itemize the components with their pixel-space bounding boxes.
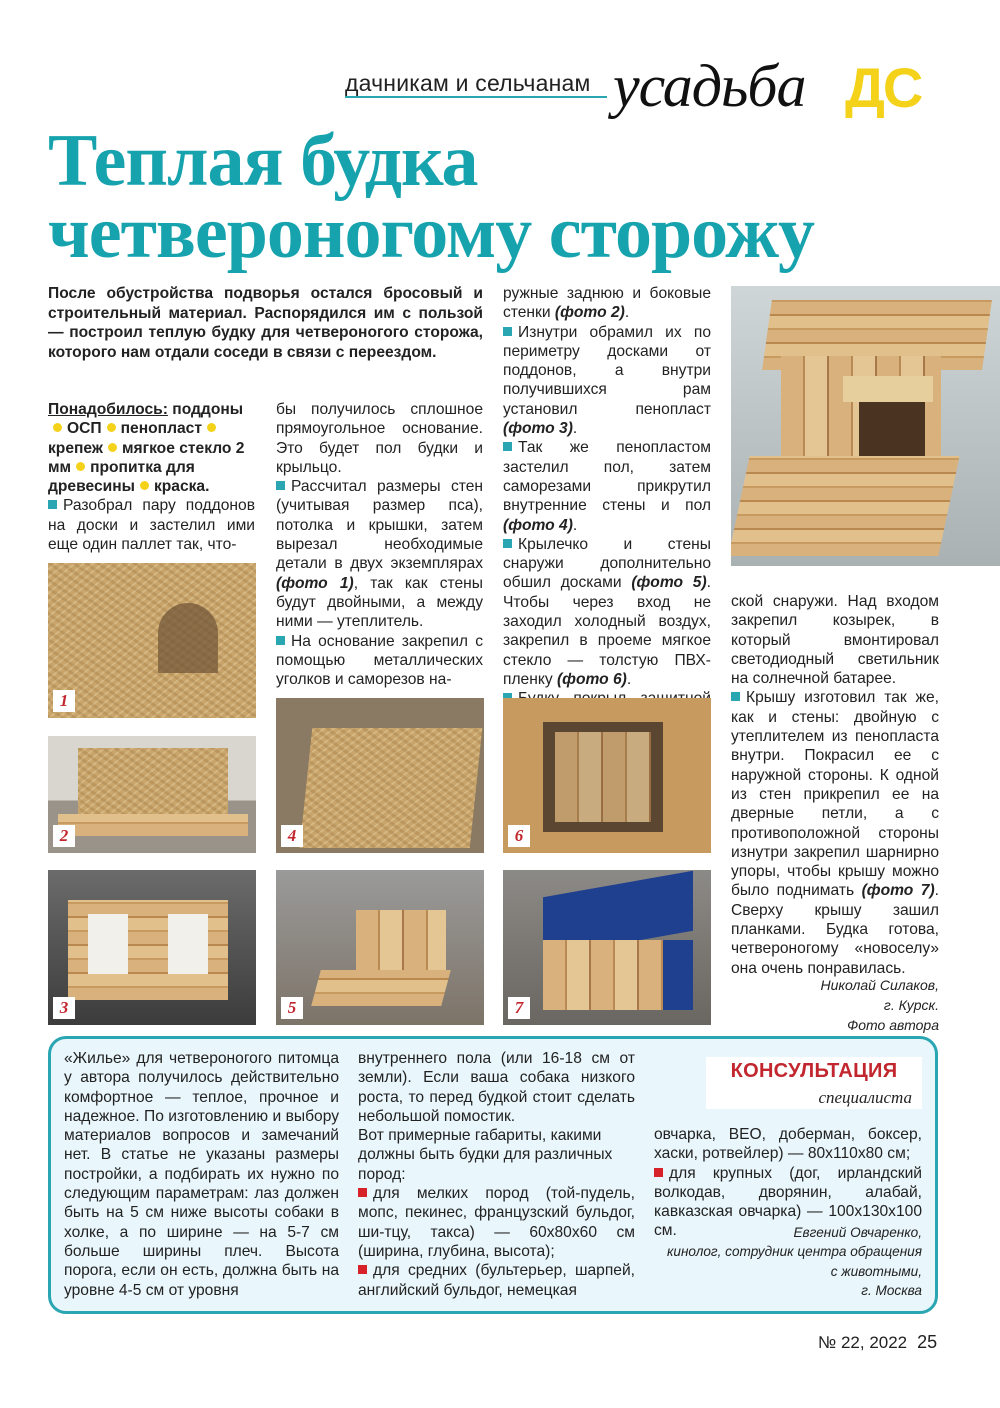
author-credit [731,975,939,1035]
expert-credit [654,1223,922,1301]
consultation-column-2 [358,1049,635,1300]
paragraph-text: Крылечко и стены снаружи дополнительно обшил досками [503,535,711,592]
bullet-square-icon [503,327,512,336]
photo-reference: (фото 6) [556,670,627,688]
material-item: пенопласт [120,420,202,438]
list-item: овчарка, ВЕО, доберман, боксер, хаски, ротвейлер) — 80x110x80 см; [654,1126,922,1163]
photo-number: 4 [281,825,303,847]
paragraph-text: ской снаружи. Над входом закрепил козырек, в который вмонтировал светодиодный светильник на солнечной батарее. [731,593,939,688]
article-title [48,120,978,274]
article-column-2 [276,400,483,689]
material-item: крепеж [48,439,103,457]
paragraph-text: Так же пенопластом застелил пол, затем саморезами прикрутил внутренние стены и пол [503,439,711,515]
paragraph-text: . [572,516,578,534]
material-item: ОСП [67,420,102,438]
photo-reference: (фото 7) [861,882,935,900]
photo-reference: (фото 3) [503,420,573,438]
issue-number: № 22, 2022 [818,1333,908,1352]
article-lead: После обустройства подворья остался бросовый и строительный материал. Распорядился им с пользой — построил теплую будку для четвероногого сторожа, которого нам отдали соседи в связи с переездом. [48,285,483,361]
photo-1 [48,563,256,718]
paragraph-text: Рассчитал размеры стен (учитывая размер пса), потолка и крышки, затем вырезал необходимые детали в двух экземплярах [276,478,483,573]
foam-panel-shape [88,914,128,974]
expert-role-cont: с животными, [830,1263,922,1279]
bullet-square-icon [731,692,740,701]
photo-number: 3 [53,997,75,1019]
paragraph: внутреннего пола (или 16-18 см от земли). Если ваша собака низкого роста, то перед будкой стоит сделать небольшой помостик. [358,1050,635,1125]
box-shape [543,940,663,1010]
photo-number: 2 [53,825,75,847]
expert-name: Евгений Овчаренко, [793,1225,922,1240]
bullet-square-icon [358,1188,367,1197]
paragraph [276,477,483,631]
photo-6 [503,698,711,853]
foam-panel-shape [168,914,208,974]
article-column-3 [503,284,711,728]
visor-shape [843,376,933,402]
photo-5 [276,870,484,1025]
section-kicker: дачникам и сельчанам [345,70,591,96]
paragraph-text: ружные заднюю и боковые стенки [503,285,711,322]
materials-list [48,400,255,496]
list-item-text: для средних (бультерьер, шарпей, английский бульдог, немецкая [358,1262,635,1299]
photo-credit: Фото автора [847,1017,939,1033]
paragraph [503,535,711,689]
photo-number: 5 [281,997,303,1019]
list-item-text: для крупных (дог, ирландский волкодав, дворянин, алабай, кавказская овчарка) — 100x130x100 см. [654,1164,922,1240]
paragraph [503,284,711,323]
paragraph-text: На основание закрепил с помощью металлических уголков и саморезов на- [276,632,483,689]
paragraph-text: . Чтобы через вход не заходил холодный воздух, закрепил в проеме мягкое стекло — толстую ПВХ-пленку [503,574,711,688]
hero-photo-finished-doghouse [731,286,1000,566]
photo-2 [48,736,256,853]
bullet-dot-icon [207,423,216,432]
article-column-4 [731,592,939,978]
material-item: краска. [153,478,210,496]
article-column-1 [48,400,255,554]
paragraph-text: Крышу изготовил так же, как и стены: двойную с утеплителем из пенопласта внутри. Покрасил ее с наружной стороны. К одной из стен прикрепил ее на дверные петли, а с противоположной стороны изнутри закрепил шарнирно упоры, чтобы крышу можно было поднимать [731,689,939,900]
list-item-text: для мелких пород (той-пудель, мопс, пекинес, французский бульдог, ши-тцу, такса) — 60x80x60 см (ширина, глубина, высота); [358,1185,635,1260]
consultation-column-1: «Жилье» для четвероногого питомца у автора получилось действительно комфортное — теплое, прочное и надежное. По изготовлению и выбору материалов вопросов и замечаний нет. В статье не указаны размеры постройки, а подбирать их нужно по следующим параметрам: лаз должен быть на 5 см ниже высоты собаки в холке, а по ширине — на 5-7 см больше ширины плеч. Высота порога, если он есть, должна быть на уровне 4-5 см от уровня [64,1050,339,1299]
paragraph-text: , так как стены будут двойными, а между ними — утеплитель. [276,574,483,631]
paragraph: Вот примерные габариты, какими должны быть будки для различных пород: [358,1127,613,1183]
photo-number: 1 [53,690,75,712]
title-line-2: четвероногому сторожу [48,192,814,274]
paragraph [731,592,939,688]
rubric-title: усадьба [613,53,806,119]
material-item: мягкое стекло 2 мм [48,439,245,476]
expert-role: кинолог, сотрудник центра обращения [666,1244,922,1260]
bullet-square-icon [503,539,512,548]
magazine-logo: ДС [845,56,922,119]
expert-city: г. Москва [861,1283,922,1299]
paragraph-text: . [572,420,578,438]
photo-reference: (фото 4) [503,516,573,534]
porch-shape [731,456,960,556]
photo-4 [276,698,484,853]
bullet-dot-icon [76,462,85,471]
paragraph [503,438,711,534]
consultation-subtitle: специалиста [818,1088,912,1107]
paragraph-text: . [626,670,632,688]
photo-3 [48,870,256,1025]
paragraph-text: . Сверху крышу зашил планками. Будка готова, четвероногому «новоселу» она очень понравилась. [731,882,939,977]
photo-reference: (фото 1) [276,574,354,592]
paragraph-text: Разобрал пару поддонов на доски и застелил ими еще один паллет так, что- [48,497,255,554]
consultation-title: КОНСУЛЬТАЦИЯ [730,1060,898,1082]
paragraph [276,632,483,690]
bullet-square-icon [358,1265,367,1274]
photo-reference: (фото 2) [554,304,625,322]
bullet-dot-icon [108,443,117,452]
paragraph [276,400,483,477]
paragraph-text: Изнутри обрамил их по периметру досками от поддонов, а внутри получившихся рам установил пенопласт [503,323,711,418]
bullet-square-icon [276,636,285,645]
bullet-dot-icon [53,423,62,432]
bullet-dot-icon [107,423,116,432]
base-shape [58,814,248,836]
page-number: 25 [917,1332,938,1352]
bullet-dot-icon [140,481,149,490]
author-city: г. Курск. [883,997,939,1013]
paragraph-text: бы получилось сплошное прямоугольное основание. Это будет пол будки и крыльцо. [276,401,483,476]
walls-shape [78,748,228,818]
photo-7 [503,870,711,1025]
bullet-square-icon [654,1168,663,1177]
paragraph [503,323,711,439]
bullet-square-icon [48,500,57,509]
materials-label: Понадобилось: [48,401,168,418]
list-item [358,1261,635,1300]
plastic-film-shape [555,732,651,822]
material-item: поддоны [172,401,244,418]
paragraph [731,688,939,977]
box-shape [300,728,483,848]
title-line-1: Теплая будка [48,120,478,202]
paragraph-text: . [624,304,630,322]
porch-shape [311,970,451,1006]
photo-reference: (фото 5) [631,574,707,592]
material-item: пропитка для древесины [48,458,195,496]
bullet-square-icon [503,442,512,451]
author-name: Николай Силаков, [820,977,939,993]
photo-number: 7 [508,997,530,1019]
kicker-underline [345,96,607,98]
cutout-shape [158,603,218,673]
paragraph [48,496,255,554]
blue-wall-shape [663,940,693,1010]
bullet-square-icon [276,481,285,490]
page-footer [818,1332,937,1353]
list-item [358,1184,635,1261]
photo-number: 6 [508,825,530,847]
